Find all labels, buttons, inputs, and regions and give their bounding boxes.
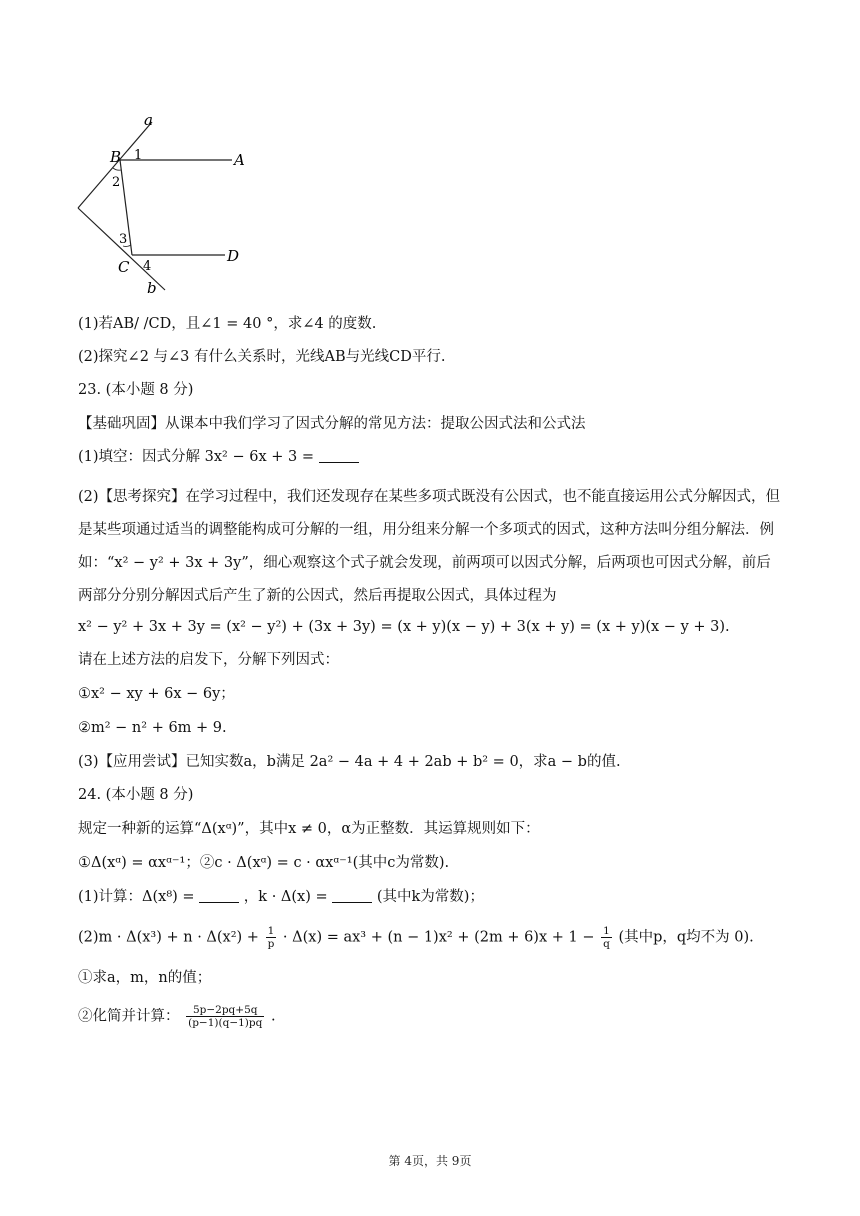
q22-part1: (1)若AB/ /CD，且∠1 = 40 °，求∠4 的度数. (78, 316, 377, 332)
q23-prompt: 请在上述方法的启发下，分解下列因式： (78, 652, 339, 668)
angle-label-2: 2 (112, 175, 121, 190)
label-b: b (147, 279, 157, 297)
page-footer: 第 4页，共 9页 (388, 1154, 472, 1168)
geometry-figure (70, 110, 270, 300)
q23-item2: ②m² − n² + 6m + 9. (78, 720, 227, 736)
answer-blank[interactable] (332, 888, 372, 903)
fraction-denominator: p (267, 938, 275, 950)
label-B: B (110, 148, 122, 166)
label-D: D (227, 247, 240, 265)
fraction-1-over-p (266, 925, 277, 950)
q23-part1 (78, 447, 359, 467)
q22-part2: (2)探究∠2 与∠3 有什么关系时，光线AB与光线CD平行. (78, 349, 446, 365)
fraction-numerator: 1 (601, 925, 612, 938)
q23-intro: 【基础巩固】从课本中我们学习了因式分解的常见方法：提取公因式法和公式法 (78, 416, 586, 432)
q24-sub2-prefix: ②化简并计算： (78, 1008, 180, 1025)
angle-label-4: 4 (143, 259, 152, 274)
q23-formula: x² − y² + 3x + 3y = (x² − y²) + (3x + 3y) = (x + y)(x − y) + 3(x + y) = (x + y)(x − y + 3). (78, 619, 730, 635)
q24-part2 (78, 925, 754, 950)
q24-part1-c: (其中k为常数)； (376, 889, 484, 905)
q24-sub2-suffix: . (270, 1008, 276, 1025)
angle-label-3: 3 (119, 232, 128, 247)
label-C: C (118, 258, 130, 276)
q24-part1-a: (1)计算：Δ(x⁸) = (78, 889, 195, 905)
angle-label-1: 1 (134, 148, 143, 163)
angle-mark-2 (113, 168, 121, 170)
line-b (78, 208, 165, 290)
q24-title: 24. (本小题 8 分) (78, 787, 194, 803)
fraction-denominator: q (603, 938, 610, 950)
q24-part2-a: (2)m · Δ(x³) + n · Δ(x²) + (78, 929, 259, 946)
q24-part2-c: (其中p，q均不为 0). (618, 929, 754, 946)
answer-blank[interactable] (319, 448, 359, 463)
fraction-numerator: 5p−2pq+5q (186, 1004, 264, 1017)
q23-item1: ①x² − xy + 6x − 6y； (78, 686, 235, 702)
fraction-expression (186, 1004, 264, 1029)
q23-part3: (3)【应用尝试】已知实数a，b满足 2a² − 4a + 4 + 2ab + b² = 0，求a − b的值. (78, 754, 621, 770)
q24-part2-b: · Δ(x) = ax³ + (n − 1)x² + (2m + 6)x + 1 − (282, 929, 595, 946)
fraction-numerator: 1 (266, 925, 277, 938)
q24-sub2 (78, 1004, 276, 1029)
q24-part1-b: ，k · Δ(x) = (243, 889, 328, 905)
fraction-denominator: (p−1)(q−1)pq (188, 1017, 263, 1029)
q24-intro: 规定一种新的运算“Δ(xᵅ)”，其中x ≠ 0，α为正整数．其运算规则如下： (78, 821, 540, 837)
q23-part1-text: (1)填空：因式分解 3x² − 6x + 3 = (78, 449, 314, 465)
q23-part2: (2)【思考探究】在学习过程中，我们还发现存在某些多项式既没有公因式，也不能直接运用公式分解因式，但是某些项通过适当的调整能构成可分解的一组，用分组来分解一个多项式的因式，这种方法叫分组分解法．例如：“x² − y² + 3x + 3y”，细心观察这个式子就会发现，前两项可以因式分解，后两项也可因式分解，前后两部分分别分解因式后产生了新的公因式，然后再提取公因式，具体过程为 (78, 489, 781, 604)
answer-blank[interactable] (199, 888, 239, 903)
label-A: A (234, 151, 245, 169)
fraction-1-over-q (601, 925, 612, 950)
q23-title: 23. (本小题 8 分) (78, 382, 194, 398)
q24-sub1: ①求a，m，n的值； (78, 970, 212, 986)
q24-part1 (78, 887, 484, 907)
label-a: a (144, 111, 153, 129)
q24-rules: ①Δ(xᵅ) = αxᵅ⁻¹；②c · Δ(xᵅ) = c · αxᵅ⁻¹(其中c为常数). (78, 855, 450, 871)
